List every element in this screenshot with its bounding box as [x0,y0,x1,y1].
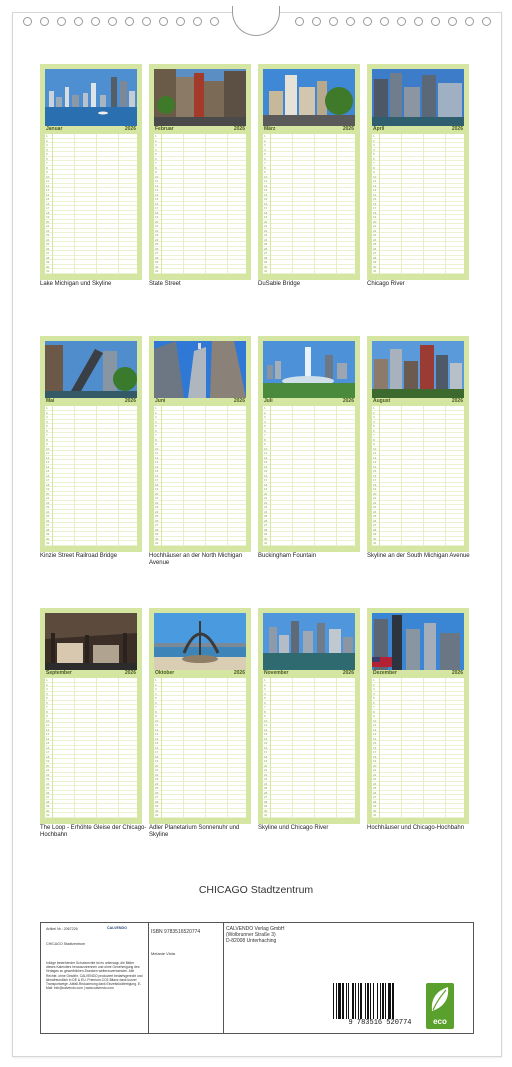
binding-hole [380,17,389,26]
day-numbers: 1 2 3 4 5 6 7 8 9 10 11 12 13 14 15 16 17 18 19 20 21 22 23 24 25 26 27 28 29 30 31 [155,134,159,273]
month-header [263,669,355,677]
month-header [45,669,137,677]
day-numbers: 1 2 3 4 5 6 7 8 9 10 11 12 13 14 15 16 17 18 19 20 21 22 23 24 25 26 27 28 29 30 31 [46,678,50,817]
month-card-september [40,608,142,824]
month-header [45,397,137,405]
binding-hole [329,17,338,26]
eco-badge [426,983,454,1029]
binding-hole [295,17,304,26]
barcode-bars [331,983,429,1019]
binding-hole [23,17,32,26]
day-numbers: 1 2 3 4 5 6 7 8 9 10 11 12 13 14 15 16 17 18 19 20 21 22 23 24 25 26 27 28 29 30 31 [46,406,50,545]
month-name: Dezember [373,670,397,676]
binding-hole [397,17,406,26]
month-header [372,125,464,133]
day-grid [263,134,355,274]
day-numbers: 1 2 3 4 5 6 7 8 9 10 11 12 13 14 15 16 17 18 19 20 21 22 23 24 25 26 27 28 29 30 31 [373,678,377,817]
month-header [154,669,246,677]
month-card-march [258,64,360,280]
month-caption: Hochhäuser und Chicago-Hochbahn [367,825,465,831]
leaf-icon [426,983,454,1017]
month-caption: Chicago River [367,281,405,287]
month-photo [154,341,246,398]
binding-hole [312,17,321,26]
imprint-box [40,922,474,1034]
isbn: ISBN 9783516520774 [151,929,201,935]
month-header [154,125,246,133]
day-grid [263,678,355,818]
month-year: 2026 [451,126,463,132]
month-caption: Skyline an der South Michigan Avenue [367,553,470,559]
day-grid [154,406,246,546]
month-name: November [264,670,289,676]
calendar-title: CHICAGO Stadtzentrum [198,884,314,896]
month-name: September [46,670,72,676]
month-year: 2026 [124,670,136,676]
month-header [263,125,355,133]
month-card-december [367,608,469,824]
month-name: Juni [155,398,166,404]
binding-hole [448,17,457,26]
month-photo [154,69,246,126]
month-card-august [367,336,469,552]
month-photo [372,341,464,398]
month-name: Februar [155,126,174,132]
day-numbers: 1 2 3 4 5 6 7 8 9 10 11 12 13 14 15 16 17 18 19 20 21 22 23 24 25 26 27 28 29 30 31 [155,678,159,817]
month-photo [263,341,355,398]
month-name: August [373,398,391,404]
month-caption: Adler Planetarium Sonnenuhr und Skyline [149,825,240,838]
imprint-middle-column [148,923,224,1033]
legal-text: Infolge bestehender Schutzrechte ist es untersagt, die Bilder dieses Kalenders herauszutrennen und ohne Genehmigung des Verlages zu gewerblichen Zwecken weiterzuverwenden. Alle Rechte, ohne Gewähr. CALVENDO produziert bedarfsgerecht und klimafreundlich in DE & EU. Premium-CO2-Bilanz dank kurzer Transportwege. Abfall-Reduzierung dank Einzelstückfertigung. E-Mail: info@calvendo.com | www.calvendo.com [46,961,143,991]
day-numbers: 1 2 3 4 5 6 7 8 9 10 11 12 13 14 15 16 17 18 19 20 21 22 23 24 25 26 27 28 29 30 31 [46,134,50,273]
publisher-line-1: CALVENDO Verlag GmbH [226,926,285,932]
barcode-digits: 9 783516 520774 [348,1019,412,1027]
month-name: Juli [264,398,273,404]
month-name: Mai [46,398,55,404]
binding-hole [465,17,474,26]
month-name: März [264,126,276,132]
day-grid [372,678,464,818]
month-header [372,397,464,405]
day-numbers: 1 2 3 4 5 6 7 8 9 10 11 12 13 14 15 16 17 18 19 20 21 22 23 24 25 26 27 28 29 30 31 [264,406,268,545]
binding-hole [108,17,117,26]
month-photo [263,69,355,126]
binding-hole [125,17,134,26]
day-grid [263,406,355,546]
day-numbers: 1 2 3 4 5 6 7 8 9 10 11 12 13 14 15 16 17 18 19 20 21 22 23 24 25 26 27 28 29 30 31 [264,134,268,273]
month-photo [45,613,137,670]
binding-hole [346,17,355,26]
day-grid [154,678,246,818]
binding-hole [193,17,202,26]
month-photo [263,613,355,670]
month-name: Januar [46,126,63,132]
day-grid [372,406,464,546]
month-year: 2026 [342,670,354,676]
month-card-june [149,336,251,552]
article-number: Artikel Nr.: 2067226 [46,927,78,931]
binding-hole [142,17,151,26]
month-year: 2026 [233,398,245,404]
binding-hole [414,17,423,26]
binding-hole [482,17,491,26]
month-year: 2026 [124,126,136,132]
month-year: 2026 [451,398,463,404]
publisher-line-2: (Wolbrunner Straße 3) [226,932,276,938]
binding-hole [431,17,440,26]
binding-hole [91,17,100,26]
day-grid [45,406,137,546]
binding-hole [57,17,66,26]
month-year: 2026 [124,398,136,404]
day-numbers: 1 2 3 4 5 6 7 8 9 10 11 12 13 14 15 16 17 18 19 20 21 22 23 24 25 26 27 28 29 30 31 [155,406,159,545]
month-card-july [258,336,360,552]
month-caption: Kinzie Street Railroad Bridge [40,553,118,559]
binding-hole [159,17,168,26]
month-header [372,669,464,677]
month-caption: Hochhäuser an der North Michigan Avenue [149,553,243,566]
day-numbers: 1 2 3 4 5 6 7 8 9 10 11 12 13 14 15 16 17 18 19 20 21 22 23 24 25 26 27 28 29 30 31 [373,134,377,273]
month-card-january [40,64,142,280]
month-card-february [149,64,251,280]
month-caption: Buckingham Fountain [258,553,317,559]
month-card-october [149,608,251,824]
eco-label: eco [433,1017,447,1026]
month-photo [372,69,464,126]
month-card-november [258,608,360,824]
month-card-april [367,64,469,280]
month-year: 2026 [342,126,354,132]
month-card-may [40,336,142,552]
day-grid [45,134,137,274]
month-header [45,125,137,133]
month-year: 2026 [233,126,245,132]
day-grid [154,134,246,274]
binding-hole [176,17,185,26]
month-header [263,397,355,405]
month-photo [372,613,464,670]
calvendo-logo: CALVENDO [107,926,127,930]
month-year: 2026 [342,398,354,404]
month-caption: DuSable Bridge [258,281,301,287]
month-caption: State Street [149,281,181,287]
author-name: Melanie Viola [151,951,175,956]
month-name: Oktober [155,670,175,676]
month-header [154,397,246,405]
day-numbers: 1 2 3 4 5 6 7 8 9 10 11 12 13 14 15 16 17 18 19 20 21 22 23 24 25 26 27 28 29 30 31 [373,406,377,545]
binding-hole [363,17,372,26]
barcode [331,983,429,1027]
day-grid [372,134,464,274]
publisher-line-3: D-82008 Unterhaching [226,938,277,944]
month-photo [45,341,137,398]
month-year: 2026 [451,670,463,676]
product-title: CHICAGO Stadtzentrum [46,942,86,946]
month-photo [154,613,246,670]
day-numbers: 1 2 3 4 5 6 7 8 9 10 11 12 13 14 15 16 17 18 19 20 21 22 23 24 25 26 27 28 29 30 31 [264,678,268,817]
month-caption: The Loop - Erhöhte Gleise der Chicago-Hochbahn [40,825,147,838]
month-caption: Skyline und Chicago River [258,825,329,831]
month-name: April [373,126,385,132]
binding-hole [74,17,83,26]
month-caption: Lake Michigan und Skyline [40,281,112,287]
month-year: 2026 [233,670,245,676]
day-grid [45,678,137,818]
binding-hole [40,17,49,26]
binding-hole [210,17,219,26]
imprint-left-column [41,923,149,1033]
month-photo [45,69,137,126]
